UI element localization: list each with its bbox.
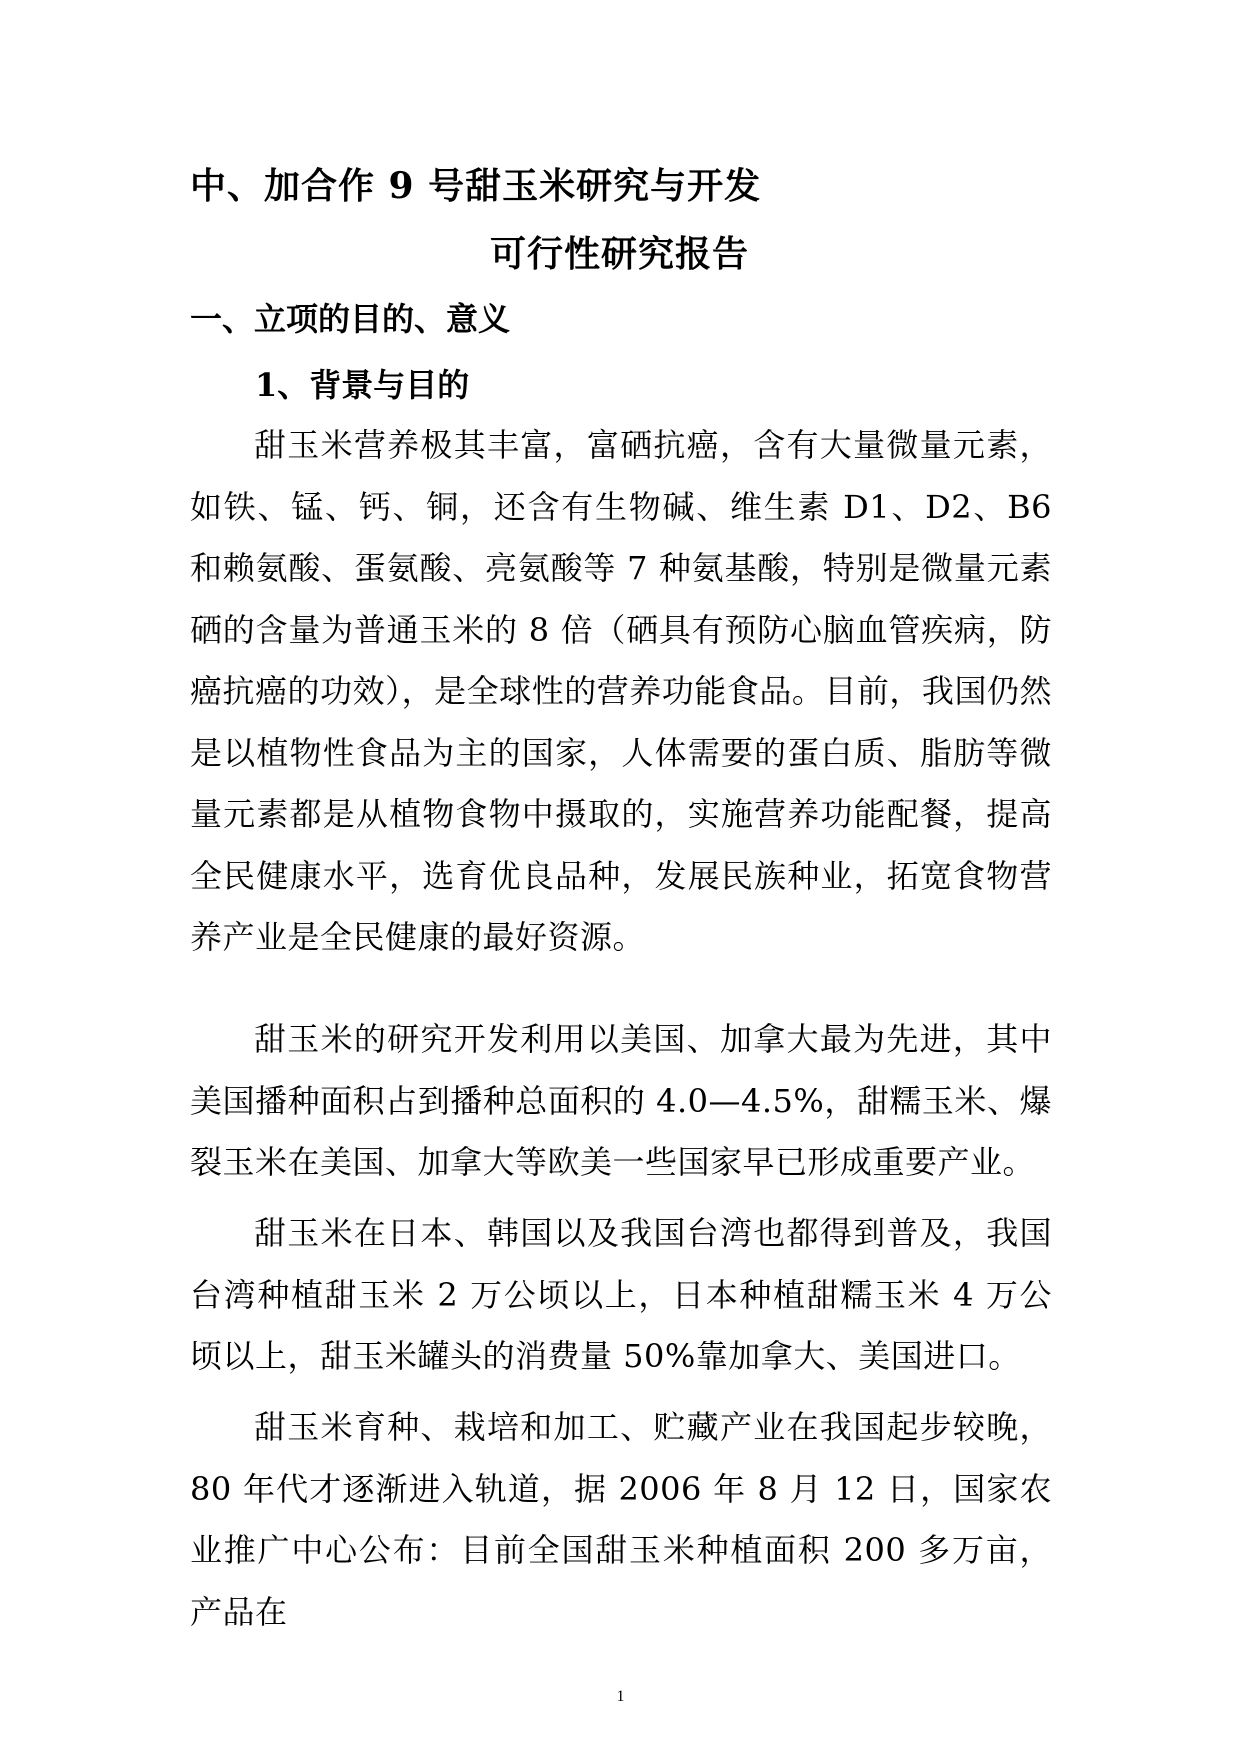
paragraph: 甜玉米在日本、韩国以及我国台湾也都得到普及，我国台湾种植甜玉米 2 万公顷以上，日本种植甜糯玉米 4 万公顷以上，甜玉米罐头的消费量 50%靠加拿大、美国进口。 [190, 1214, 1052, 1375]
document-subtitle: 可行性研究报告 [490, 233, 750, 275]
paragraph: 甜玉米育种、栽培和加工、贮藏产业在我国起步较晚，80 年代才逐渐进入轨道，据 2006 年 8 月 12 日，国家农业推广中心公布：目前全国甜玉米种植面积 200 多万亩，产品在 [190, 1408, 1052, 1631]
section-heading: 一、立项的目的、意义 [190, 300, 511, 338]
subsection-heading: 1、背景与目的 [255, 366, 470, 404]
page-number: 1 [616, 1688, 625, 1705]
paragraph: 甜玉米营养极其丰富，富硒抗癌，含有大量微量元素，如铁、锰、钙、铜，还含有生物碱、维生素 D1、D2、B6 和赖氨酸、蛋氨酸、亮氨酸等 7 种氨基酸，特别是微量元素硒的含量为普通玉米的 8 倍（硒具有预防心脑血管疾病，防癌抗癌的功效），是全球性的营养功能食品。目前，我国仍然是以植物性食品为主的国家，人体需要的蛋白质、脂肪等微量元素都是从植物食物中摄取的，实施营养功能配餐，提高全民健康水平，选育优良品种，发展民族种业，拓宽食物营养产业是全民健康的最好资源。 [190, 426, 1052, 956]
document-title: 中、加合作 9 号甜玉米研究与开发 [190, 165, 762, 207]
paragraph: 甜玉米的研究开发利用以美国、加拿大最为先进，其中美国播种面积占到播种总面积的 4.0—4.5%，甜糯玉米、爆裂玉米在美国、加拿大等欧美一些国家早已形成重要产业。 [190, 1020, 1052, 1181]
